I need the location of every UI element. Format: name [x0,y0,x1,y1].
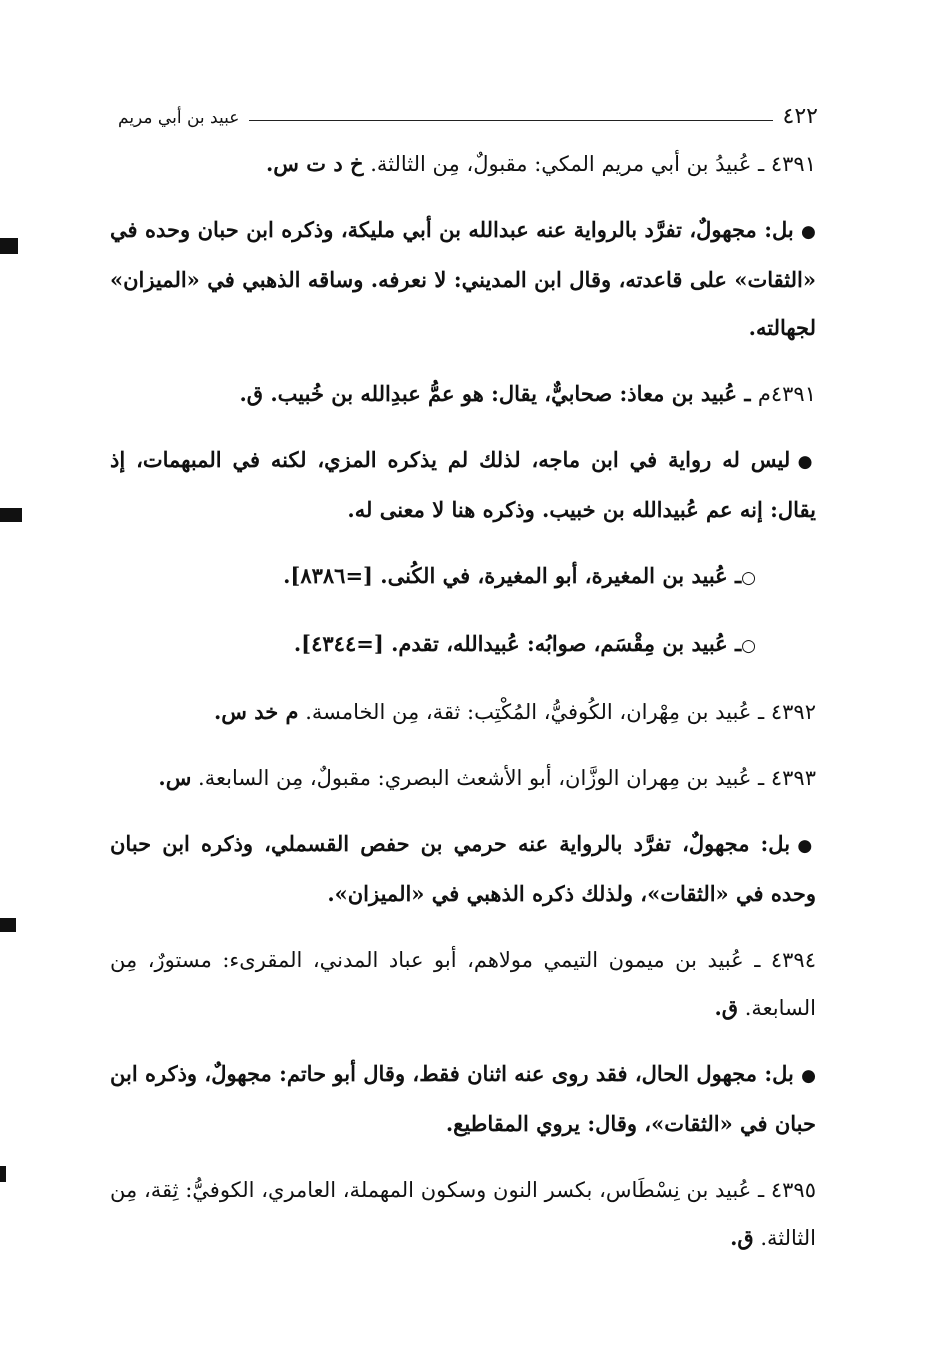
entry-4392 [110,688,816,736]
crossref-text: ـ عُبيد بن المغيرة، أبو المغيرة، في الكُنى. [=٨٣٨٦]. [283,563,742,588]
entry-4391 [110,140,816,188]
page-header [118,96,818,130]
entry-text: ـ عُبيد بن مِهران الوزَّان، أبو الأشعث البصري: مقبولٌ، مِن السابعة. [191,766,771,790]
filled-circle-icon: ● [801,1066,816,1086]
comment-4394 [110,1050,816,1148]
entry-4393 [110,754,816,802]
filled-circle-icon: ● [797,836,816,856]
entry-text: ـ عُبيد بن نِسْطَاس، بكسر النون وسكون المهملة، العامري، الكوفيُّ: ثِقة، مِن الثالثة. [110,1178,816,1250]
entry-4391m [110,370,816,418]
scan-edge-mark [0,918,16,932]
scan-edge-mark [0,238,18,254]
comment-4391m [110,436,816,534]
comment-text: ليس له رواية في ابن ماجه، لذلك لم يذكره المزي، لكنه في المبهمات، إذ يقال: إنه عم عُبيدالله بن خبيب. وذكره هنا لا معنى له. [110,447,816,522]
entry-number: ٤٣٩٥ [770,1178,816,1202]
entry-number: ٤٣٩١م [757,382,816,406]
comment-4393 [110,820,816,918]
hollow-circle-icon: ○ [741,568,756,588]
scan-edge-mark [0,1166,6,1182]
entry-sigla: خ د ت س. [265,151,364,176]
scan-edge-mark [0,508,22,522]
crossref-ubaid-miqsam [110,620,816,670]
filled-circle-icon: ● [797,452,816,472]
entry-number: ٤٣٩٢ [770,700,816,724]
entry-sigla: س. [158,765,192,790]
entry-sigla: م خد س. [213,699,299,724]
comment-text: بل: مجهولٌ، تفرَّد بالرواية عنه عبدالله بن أبي مليكة، وذكره ابن حبان وحده في «الثقات» على قاعدته، وقال ابن المديني: لا نعرفه. وساقه الذهبي في «الميزان» لجهالته. [110,217,816,340]
filled-circle-icon: ● [801,222,816,242]
entry-4395 [110,1166,816,1262]
entry-sigla: ق. [730,1225,754,1250]
entry-number: ٤٣٩٤ [770,948,816,972]
entry-sigla: ق. [239,381,264,406]
entry-text: ـ عُبيد بن معاذ: صحابيٌّ، يقال: هو عمُّ عبدِالله بن خُبيب. [263,381,758,406]
entry-number: ٤٣٩١ [770,152,816,176]
entry-text: ـ عُبيدُ بن أبي مريم المكي: مقبولٌ، مِن الثالثة. [363,152,771,176]
page-body [110,140,816,1280]
entry-text: ـ عُبيد بن ميمون التيمي مولاهم، أبو عباد المدني، المقرىء: مستورٌ، مِن السابعة. [110,948,816,1020]
crossref-text: ـ عُبيد بن مِقْسَم، صوابُه: عُبيدالله، تقدم. [=٤٣٤٤]. [293,631,742,656]
comment-text: بل: مجهولٌ، تفرَّد بالرواية عنه حرمي بن حفص القسملي، وذكره ابن حبان وحده في «الثقات»، ولذلك ذكره الذهبي في «الميزان». [110,831,816,906]
entry-text: ـ عُبيد بن مِهْران، الكُوفيُّ، المُكْتِب: ثقة، مِن الخامسة. [298,700,771,724]
header-rule [249,120,772,121]
comment-4391 [110,206,816,352]
running-title: عبيد بن أبي مريم [118,108,240,128]
entry-4394 [110,936,816,1032]
comment-text: بل: مجهول الحال، فقد روى عنه اثنان فقط، وقال أبو حاتم: مجهولٌ، وذكره ابن حبان في «الثقات»، وقال: يروي المقاطيع. [110,1061,816,1136]
page-number: ٤٢٢ [782,104,818,129]
crossref-ubaid-mughira [110,552,816,602]
entry-number: ٤٣٩٣ [770,766,816,790]
entry-sigla: ق. [714,995,739,1020]
hollow-circle-icon: ○ [741,636,756,656]
